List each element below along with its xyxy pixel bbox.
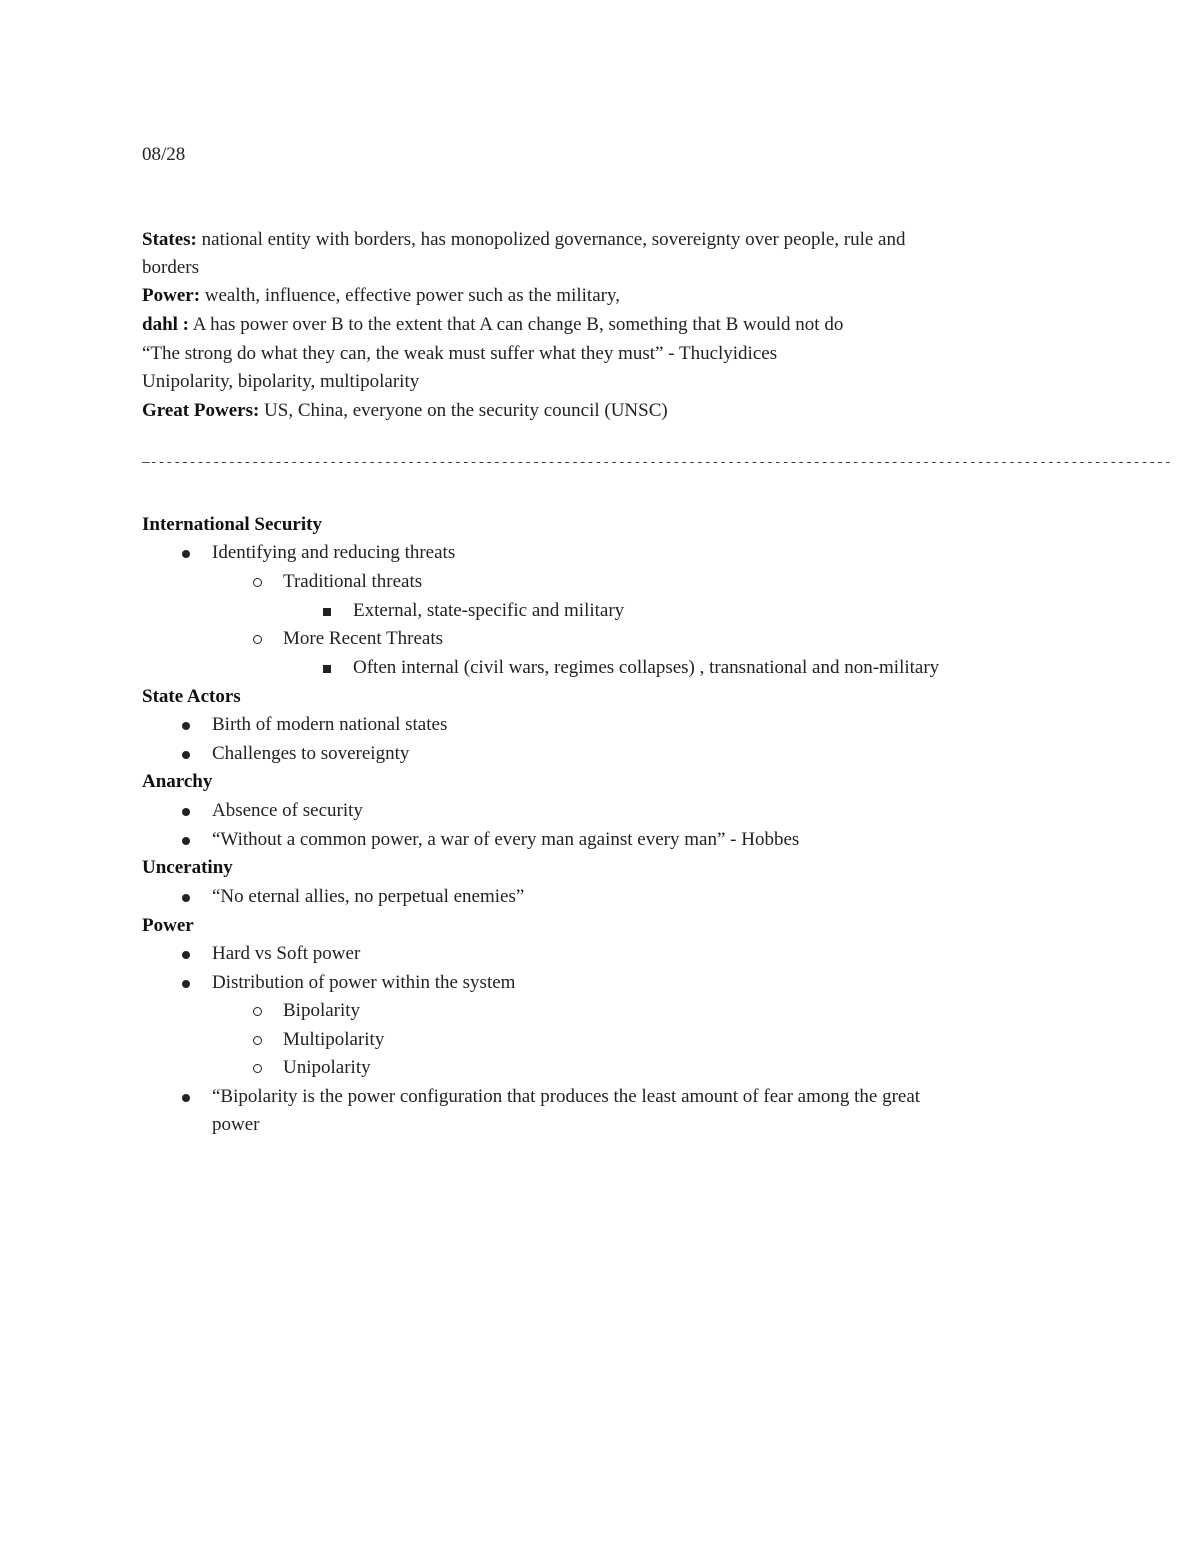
list-item: Often internal (civil wars, regimes collapses) , transnational and non-military (353, 654, 939, 682)
list-item: External, state-specific and military (353, 597, 624, 625)
list-item: Hard vs Soft power (212, 940, 360, 968)
states-label: States: (142, 229, 197, 250)
list-item: Absence of security (212, 797, 363, 825)
list-item: “Bipolarity is the power configuration that produces the least amount of fear among the great (212, 1083, 920, 1111)
circle-bullet-icon (253, 1007, 262, 1016)
list-item-cont: power (212, 1114, 260, 1135)
circle-bullet-icon (253, 635, 262, 644)
great-powers-label: Great Powers: (142, 400, 260, 421)
uncertainty-heading: Unceratiny (142, 857, 233, 878)
bullet-icon (182, 550, 190, 558)
bullet-icon (182, 808, 190, 816)
list-item: Birth of modern national states (212, 711, 447, 739)
states-text: national entity with borders, has monopolized governance, sovereignty over people, rule and (196, 229, 906, 250)
circle-bullet-icon (253, 1064, 262, 1073)
power-heading: Power (142, 915, 194, 936)
square-bullet-icon (323, 665, 331, 673)
dahl-text: A has power over B to the extent that A can change B, something that B would not do (189, 314, 844, 335)
power-text: wealth, influence, effective power such as the military, (200, 285, 620, 306)
bullet-icon (182, 722, 190, 730)
date-heading: 08/28 (142, 144, 186, 165)
great-powers-text: US, China, everyone on the security council (UNSC) (259, 400, 668, 421)
section-divider: —----------------------------------------------------------------------------------------------------------------------------------- (142, 455, 1172, 470)
list-item: Multipolarity (283, 1026, 384, 1054)
list-item: “No eternal allies, no perpetual enemies” (212, 883, 524, 911)
list-item: Identifying and reducing threats (212, 539, 455, 567)
circle-bullet-icon (253, 578, 262, 587)
list-item: Challenges to sovereignty (212, 740, 409, 768)
great-powers-definition (142, 397, 668, 425)
bullet-icon (182, 837, 190, 845)
thucydides-quote: “The strong do what they can, the weak must suffer what they must” - Thuclyidices (142, 343, 778, 364)
list-item: Bipolarity (283, 997, 360, 1025)
anarchy-heading: Anarchy (142, 771, 213, 792)
states-definition-cont: borders (142, 257, 199, 278)
bullet-icon (182, 894, 190, 902)
list-item: Unipolarity (283, 1054, 371, 1082)
list-item: More Recent Threats (283, 625, 443, 653)
polarity-line: Unipolarity, bipolarity, multipolarity (142, 371, 420, 392)
bullet-icon (182, 751, 190, 759)
state-actors-heading: State Actors (142, 686, 241, 707)
dahl-label: dahl : (142, 314, 189, 335)
states-definition (142, 226, 906, 254)
bullet-icon (182, 980, 190, 988)
bullet-icon (182, 951, 190, 959)
international-security-heading: International Security (142, 514, 322, 535)
power-definition (142, 282, 620, 310)
bullet-icon (182, 1094, 190, 1102)
list-item: Traditional threats (283, 568, 422, 596)
square-bullet-icon (323, 608, 331, 616)
power-label: Power: (142, 285, 201, 306)
list-item: “Without a common power, a war of every man against every man” - Hobbes (212, 826, 799, 854)
circle-bullet-icon (253, 1036, 262, 1045)
list-item: Distribution of power within the system (212, 969, 515, 997)
dahl-definition (142, 311, 843, 339)
